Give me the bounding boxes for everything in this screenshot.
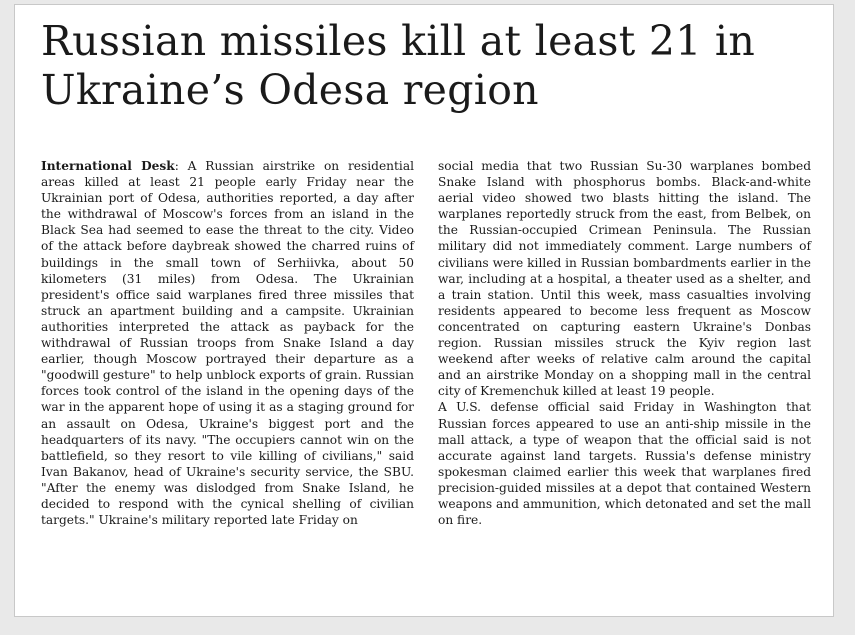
article-paragraph: social media that two Russian Su-30 warplanes bombed Snake Island with phosphorus bombs. Black-and-white aerial video showed two blasts hitting the island. The warplanes reportedly struck from the east, from Belbek, on the Russian-occupied Crimean Peninsula. The Russian military did not immediately comment. Large numbers of civilians were killed in Russian bombardments earlier in the war, including at a hospital, a theater used as a shelter, and a train station. Until this week, mass casualties involving residents appeared to become less frequent as Moscow concentrated on capturing eastern Ukraine's Donbas region. Russian missiles struck the Kyiv region last weekend after weeks of relative calm around the capital and an airstrike Monday on a shopping mall in the central city of Kremenchuk killed at least 19 people.: [438, 159, 811, 399]
article-text: : A Russian airstrike on residential areas killed at least 21 people early Friday near the Ukrainian port of Odesa, authorities reported, a day after the withdrawal of Moscow's forces from an island in the Black Sea had seemed to ease the threat to the city. Video of the attack before daybreak showed the charred ruins of buildings in the small town of Serhiivka, about 50 kilometers (31 miles) from Odesa. The Ukrainian president's office said warplanes fired three missiles that struck an apartment building and a campsite. Ukrainian authorities interpreted the attack as payback for the withdrawal of Russian troops from Snake Island a day earlier, though Moscow portrayed their departure as a "goodwill gesture" to help unblock exports of grain. Russian forces took control of the island in the opening days of the war in the apparent hope of using it as a staging ground for an assault on Odesa, Ukraine's biggest port and the headquarters of its navy. "The occupiers cannot win on the battlefield, so they resort to vile killing of civilians," said Ivan Bakanov, head of Ukraine's security service, the SBU. "After the enemy was dislodged from Snake Island, he decided to respond with the cynical shelling of civilian targets." Ukraine's military reported late Friday on: [41, 159, 414, 528]
article-column-right: [438, 158, 811, 528]
article-dateline: International Desk: [41, 159, 175, 173]
article-body: [41, 158, 811, 528]
article-column-left: [41, 158, 414, 528]
article-paragraph: [41, 158, 414, 528]
newspaper-clipping: [14, 4, 834, 617]
article-headline: Russian missiles kill at least 21 in Ukraine’s Odesa region: [41, 17, 756, 114]
article-paragraph: A U.S. defense official said Friday in Washington that Russian forces appeared to use an anti-ship missile in the mall attack, a type of weapon that the official said is not accurate against land targets. Russia's defense ministry spokesman claimed earlier this week that warplanes fired precision-guided missiles at a depot that contained Western weapons and ammunition, which detonated and set the mall on fire.: [438, 400, 811, 528]
